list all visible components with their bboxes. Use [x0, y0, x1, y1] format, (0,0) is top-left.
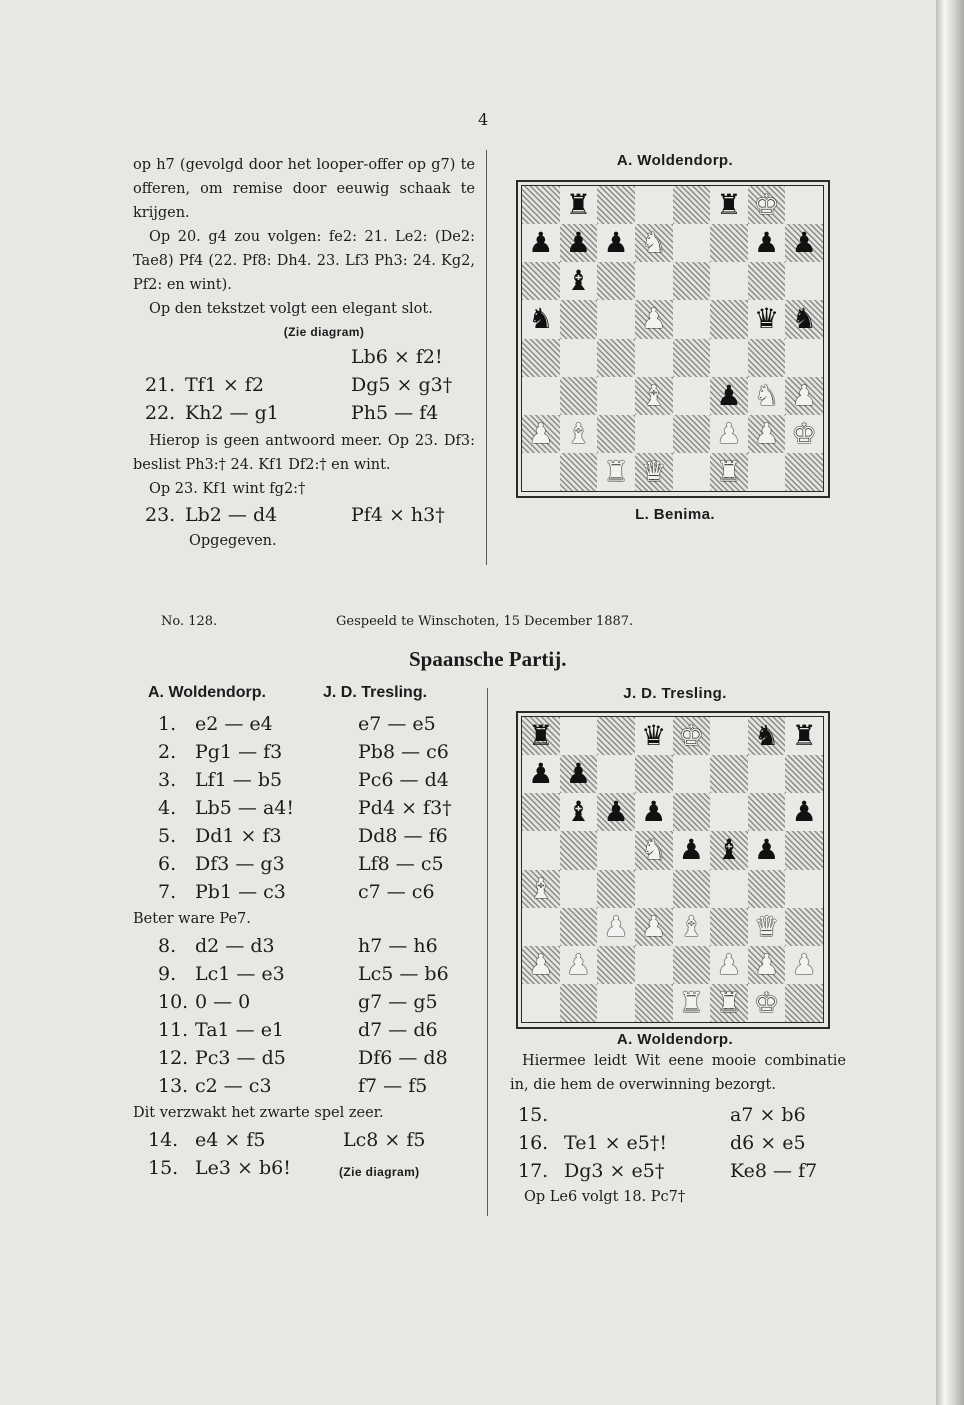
move-black: Dg5 × g3†	[351, 374, 453, 396]
black-pawn-icon: ♟	[565, 757, 591, 791]
white-rook-icon: ♜	[716, 985, 742, 1019]
white-pawn-icon: ♟	[528, 416, 554, 450]
move-white: Dd1 × f3	[195, 825, 282, 847]
square-c3	[597, 377, 635, 415]
square-d5	[635, 831, 673, 869]
white-pawn-icon: ♟	[528, 947, 554, 981]
move-black: e7 — e5	[358, 713, 436, 735]
move-list	[510, 1101, 846, 1185]
square-b4	[560, 339, 598, 377]
square-g8	[748, 717, 786, 755]
move-white: Df3 — g3	[195, 853, 285, 875]
white-pawn-icon: ♟	[716, 416, 742, 450]
square-b8	[560, 186, 598, 224]
square-f3	[710, 908, 748, 946]
square-g2	[748, 946, 786, 984]
square-d8	[635, 717, 673, 755]
move-num: 12.	[158, 1047, 189, 1069]
move-black: Lf8 — c5	[358, 853, 444, 875]
square-h4	[785, 339, 823, 377]
move-black: h7 — h6	[358, 935, 438, 957]
square-b7	[560, 755, 598, 793]
white-queen-icon: ♛	[641, 454, 667, 488]
white-bishop-icon: ♝	[678, 909, 704, 943]
square-f1	[710, 984, 748, 1022]
white-knight-icon: ♞	[754, 378, 780, 412]
square-f7	[710, 224, 748, 262]
black-pawn-icon: ♟	[603, 795, 629, 829]
white-pawn-icon: ♟	[641, 909, 667, 943]
square-a8	[522, 186, 560, 224]
white-pawn-icon: ♟	[716, 947, 742, 981]
chess-board	[521, 185, 824, 492]
square-a1	[522, 984, 560, 1022]
move-black: d7 — d6	[358, 1019, 438, 1041]
move-row	[133, 710, 478, 738]
move-row	[133, 1016, 478, 1044]
square-g3	[748, 908, 786, 946]
diagram-bottom-label: L. Benima.	[635, 506, 715, 523]
move-white: e2 — e4	[195, 713, 273, 735]
square-d6	[635, 793, 673, 831]
move-list	[133, 932, 478, 1100]
square-g7	[748, 755, 786, 793]
move-num: 8.	[158, 935, 177, 957]
move-list	[133, 710, 478, 906]
square-h1	[785, 453, 823, 491]
square-f5	[710, 831, 748, 869]
white-pawn-icon: ♟	[791, 378, 817, 412]
move-black: f7 — f5	[358, 1075, 428, 1097]
white-knight-icon: ♞	[641, 833, 667, 867]
paragraph: Op den tekstzet volgt een elegant slot.	[149, 301, 433, 317]
move-white: d2 — d3	[195, 935, 275, 957]
square-b3	[560, 908, 598, 946]
square-e8	[673, 186, 711, 224]
paragraph: op h7 (gevolgd door het looper-offer op g7) te offeren, om remise door eeuwig schaak te krijgen.	[133, 157, 475, 221]
square-g3	[748, 377, 786, 415]
move-white: Tf1 × f2	[185, 374, 264, 396]
move-row	[510, 1101, 846, 1129]
square-h3	[785, 377, 823, 415]
chess-board	[521, 716, 824, 1023]
square-h6	[785, 262, 823, 300]
move-num: 22.	[145, 402, 176, 424]
move-row	[133, 822, 478, 850]
paragraph: Op Le6 volgt 18. Pc7†	[524, 1189, 686, 1205]
square-f3	[710, 377, 748, 415]
see-diagram-note: (Zie diagram)	[283, 325, 365, 339]
move-num: 11.	[158, 1019, 189, 1041]
square-g7	[748, 224, 786, 262]
square-b1	[560, 453, 598, 491]
square-g5	[748, 831, 786, 869]
move-white: c2 — c3	[195, 1075, 272, 1097]
square-f8	[710, 186, 748, 224]
square-a1	[522, 453, 560, 491]
diagram-top-label: A. Woldendorp.	[616, 152, 734, 169]
move-num: 7.	[158, 881, 177, 903]
square-d2	[635, 415, 673, 453]
white-king-icon: ♚	[791, 416, 817, 450]
black-pawn-icon: ♟	[528, 757, 554, 791]
square-c5	[597, 831, 635, 869]
move-black: Ke8 — f7	[730, 1160, 818, 1182]
square-e1	[673, 453, 711, 491]
paragraph: Op 23. Kf1 wint fg2:†	[149, 481, 306, 497]
black-rook-icon: ♜	[528, 719, 554, 753]
move-black: Pc6 — d4	[358, 769, 449, 791]
square-h2	[785, 415, 823, 453]
white-pawn-icon: ♟	[754, 416, 780, 450]
square-b5	[560, 300, 598, 338]
square-d7	[635, 224, 673, 262]
square-g4	[748, 870, 786, 908]
move-row	[133, 850, 478, 878]
page-edge	[936, 0, 964, 1405]
move-num: 14.	[148, 1129, 179, 1151]
square-d7	[635, 755, 673, 793]
square-a5	[522, 300, 560, 338]
move-black: Ph5 — f4	[351, 402, 439, 424]
move-white: Pb1 — c3	[195, 881, 286, 903]
comment: Dit verzwakt het zwarte spel zeer.	[133, 1105, 384, 1121]
move-row	[510, 1129, 846, 1157]
square-b6	[560, 793, 598, 831]
game-moves	[133, 684, 478, 1182]
square-e2	[673, 415, 711, 453]
black-player: J. D. Tresling.	[323, 684, 428, 701]
move-black: c7 — c6	[358, 881, 435, 903]
paragraph: Hiermee leidt Wit eene mooie combinatie in, die hem de overwinning bezorgt.	[510, 1053, 846, 1093]
square-b2	[560, 415, 598, 453]
square-e5	[673, 831, 711, 869]
square-f7	[710, 755, 748, 793]
square-c6	[597, 262, 635, 300]
square-e6	[673, 262, 711, 300]
square-g8	[748, 186, 786, 224]
square-d8	[635, 186, 673, 224]
square-e7	[673, 224, 711, 262]
square-e2	[673, 946, 711, 984]
black-rook-icon: ♜	[791, 719, 817, 753]
square-b8	[560, 717, 598, 755]
square-f8	[710, 717, 748, 755]
square-g1	[748, 984, 786, 1022]
diagram-top-label: J. D. Tresling.	[623, 685, 727, 702]
move-white: Lc1 — e3	[195, 963, 285, 985]
square-c4	[597, 339, 635, 377]
move-row	[133, 794, 478, 822]
white-pawn-icon: ♟	[754, 947, 780, 981]
square-e7	[673, 755, 711, 793]
square-h8	[785, 186, 823, 224]
page-number: 4	[478, 110, 489, 129]
black-pawn-icon: ♟	[528, 226, 554, 260]
move-row	[133, 932, 478, 960]
white-rook-icon: ♜	[716, 454, 742, 488]
square-g6	[748, 262, 786, 300]
square-h6	[785, 793, 823, 831]
move-list	[133, 1126, 478, 1154]
move-row	[133, 1044, 478, 1072]
move-row: 23. Lb2 — d4 Pf4 × h3†	[145, 504, 445, 526]
black-pawn-icon: ♟	[603, 226, 629, 260]
black-pawn-icon: ♟	[791, 795, 817, 829]
square-a6	[522, 262, 560, 300]
square-d1	[635, 453, 673, 491]
black-pawn-icon: ♟	[716, 378, 742, 412]
square-a2	[522, 415, 560, 453]
square-c7	[597, 224, 635, 262]
move-white: Te1 × e5†!	[564, 1132, 667, 1154]
square-h7	[785, 755, 823, 793]
move-row	[133, 878, 478, 906]
move-white: 0 — 0	[195, 991, 251, 1013]
move-num: 2.	[158, 741, 177, 763]
move-num: 1.	[158, 713, 177, 735]
paragraph: Op 20. g4 zou volgen: fe2: 21. Le2: (De2: Tae8) Pf4 (22. Pf8: Dh4. 23. Lf3 Ph3: 24. Kg2, Pf2: en wint).	[133, 229, 475, 293]
square-f4	[710, 870, 748, 908]
resigned-note: Opgegeven.	[189, 533, 277, 549]
square-a7	[522, 224, 560, 262]
black-queen-icon: ♛	[754, 302, 780, 336]
square-d2	[635, 946, 673, 984]
square-b2	[560, 946, 598, 984]
move-num: 4.	[158, 797, 177, 819]
white-bishop-icon: ♝	[565, 416, 591, 450]
square-a4	[522, 339, 560, 377]
move-white: Lf1 — b5	[195, 769, 283, 791]
white-king-icon: ♚	[678, 719, 704, 753]
square-g6	[748, 793, 786, 831]
square-g1	[748, 453, 786, 491]
black-pawn-icon: ♟	[678, 833, 704, 867]
black-pawn-icon: ♟	[754, 226, 780, 260]
move-row	[133, 399, 475, 427]
black-knight-icon: ♞	[791, 302, 817, 336]
square-f4	[710, 339, 748, 377]
black-pawn-icon: ♟	[754, 833, 780, 867]
square-c2	[597, 415, 635, 453]
square-c8	[597, 717, 635, 755]
move-row	[133, 988, 478, 1016]
move-white: e4 × f5	[195, 1129, 266, 1151]
square-f2	[710, 415, 748, 453]
square-d4	[635, 870, 673, 908]
right-column-text	[510, 1049, 846, 1209]
black-pawn-icon: ♟	[565, 226, 591, 260]
square-d3	[635, 908, 673, 946]
square-d6	[635, 262, 673, 300]
white-pawn-icon: ♟	[641, 302, 667, 336]
move-row	[510, 1157, 846, 1185]
square-c1	[597, 453, 635, 491]
square-f6	[710, 262, 748, 300]
move-row	[133, 1126, 478, 1154]
move-black: g7 — g5	[358, 991, 438, 1013]
square-a7	[522, 755, 560, 793]
move-white: Kh2 — g1	[185, 402, 279, 424]
square-e3	[673, 377, 711, 415]
white-pawn-icon: ♟	[791, 947, 817, 981]
square-h5	[785, 300, 823, 338]
move-num: 5.	[158, 825, 177, 847]
square-h1	[785, 984, 823, 1022]
square-h8	[785, 717, 823, 755]
move-num: 9.	[158, 963, 177, 985]
move-row	[133, 960, 478, 988]
white-king-icon: ♚	[754, 985, 780, 1019]
column-divider	[487, 688, 488, 1216]
square-a4	[522, 870, 560, 908]
paragraph: Hierop is geen antwoord meer. Op 23. Df3: beslist Ph3:† 24. Kf1 Df2:† en wint.	[133, 433, 475, 473]
chess-diagram-2	[516, 711, 830, 1029]
square-h2	[785, 946, 823, 984]
square-d4	[635, 339, 673, 377]
square-a5	[522, 831, 560, 869]
move-black: Pb8 — c6	[358, 741, 449, 763]
square-a3	[522, 908, 560, 946]
square-b4	[560, 870, 598, 908]
move-black: Df6 — d8	[358, 1047, 448, 1069]
comment: Beter ware Pe7.	[133, 911, 251, 927]
black-pawn-icon: ♟	[791, 226, 817, 260]
move-black: a7 × b6	[730, 1104, 806, 1126]
move-white: Lb5 — a4!	[195, 797, 294, 819]
move-white: Dg3 × e5†	[564, 1160, 665, 1182]
black-bishop-icon: ♝	[565, 795, 591, 829]
white-rook-icon: ♜	[678, 985, 704, 1019]
white-pawn-icon: ♟	[603, 909, 629, 943]
black-pawn-icon: ♟	[641, 795, 667, 829]
move-row: 15. Le3 × b6! (Zie diagram)	[148, 1157, 420, 1179]
square-c7	[597, 755, 635, 793]
square-c4	[597, 870, 635, 908]
column-divider	[486, 150, 487, 565]
square-e8	[673, 717, 711, 755]
square-a8	[522, 717, 560, 755]
move-row	[133, 343, 475, 371]
square-h7	[785, 224, 823, 262]
square-a2	[522, 946, 560, 984]
white-knight-icon: ♞	[641, 226, 667, 260]
square-c2	[597, 946, 635, 984]
move-row	[133, 766, 478, 794]
move-num: 16.	[518, 1132, 549, 1154]
chess-diagram-1	[516, 180, 830, 498]
move-black: d6 × e5	[730, 1132, 806, 1154]
square-f1	[710, 453, 748, 491]
diagram-bottom-label: A. Woldendorp.	[616, 1031, 734, 1048]
square-g5	[748, 300, 786, 338]
square-d5	[635, 300, 673, 338]
black-bishop-icon: ♝	[565, 264, 591, 298]
top-left-column	[133, 153, 475, 553]
move-white: Ta1 — e1	[195, 1019, 285, 1041]
black-bishop-icon: ♝	[716, 833, 742, 867]
square-a3	[522, 377, 560, 415]
move-white: Pc3 — d5	[195, 1047, 286, 1069]
black-rook-icon: ♜	[565, 188, 591, 222]
move-num: 10.	[158, 991, 189, 1013]
players-header	[133, 684, 478, 710]
white-rook-icon: ♜	[603, 454, 629, 488]
move-num: 21.	[145, 374, 176, 396]
move-num: 13.	[158, 1075, 189, 1097]
square-g4	[748, 339, 786, 377]
black-queen-icon: ♛	[641, 719, 667, 753]
square-h5	[785, 831, 823, 869]
move-black: Lc8 × f5	[343, 1129, 426, 1151]
move-row	[133, 371, 475, 399]
square-g2	[748, 415, 786, 453]
white-player: A. Woldendorp.	[148, 684, 266, 701]
square-f2	[710, 946, 748, 984]
square-c8	[597, 186, 635, 224]
square-e1	[673, 984, 711, 1022]
square-h3	[785, 908, 823, 946]
square-c1	[597, 984, 635, 1022]
white-pawn-icon: ♟	[565, 947, 591, 981]
square-f6	[710, 793, 748, 831]
move-row	[133, 738, 478, 766]
square-e6	[673, 793, 711, 831]
move-black: Dd8 — f6	[358, 825, 448, 847]
move-black: Pd4 × f3†	[358, 797, 452, 819]
white-queen-icon: ♛	[754, 909, 780, 943]
move-row	[133, 1072, 478, 1100]
white-bishop-icon: ♝	[641, 378, 667, 412]
square-f5	[710, 300, 748, 338]
game-title: Spaansche Partij.	[409, 647, 567, 671]
black-knight-icon: ♞	[528, 302, 554, 336]
square-c5	[597, 300, 635, 338]
white-bishop-icon: ♝	[528, 871, 554, 905]
square-d1	[635, 984, 673, 1022]
square-c6	[597, 793, 635, 831]
move-num: 6.	[158, 853, 177, 875]
square-e5	[673, 300, 711, 338]
square-b1	[560, 984, 598, 1022]
square-e3	[673, 908, 711, 946]
square-e4	[673, 339, 711, 377]
square-e4	[673, 870, 711, 908]
move-num: 3.	[158, 769, 177, 791]
move-list	[133, 343, 475, 427]
square-b6	[560, 262, 598, 300]
square-b3	[560, 377, 598, 415]
square-c3	[597, 908, 635, 946]
white-king-icon: ♚	[754, 188, 780, 222]
move-black: Lc5 — b6	[358, 963, 449, 985]
move-black: Lb6 × f2!	[351, 346, 443, 368]
game-location: Gespeeld te Winschoten, 15 December 1887.	[336, 614, 634, 629]
square-h4	[785, 870, 823, 908]
black-rook-icon: ♜	[716, 188, 742, 222]
black-knight-icon: ♞	[754, 719, 780, 753]
square-d3	[635, 377, 673, 415]
move-num: 17.	[518, 1160, 549, 1182]
game-number: No. 128.	[161, 614, 218, 629]
square-a6	[522, 793, 560, 831]
square-b5	[560, 831, 598, 869]
move-num: 15.	[518, 1104, 549, 1126]
square-b7	[560, 224, 598, 262]
move-white: Pg1 — f3	[195, 741, 283, 763]
